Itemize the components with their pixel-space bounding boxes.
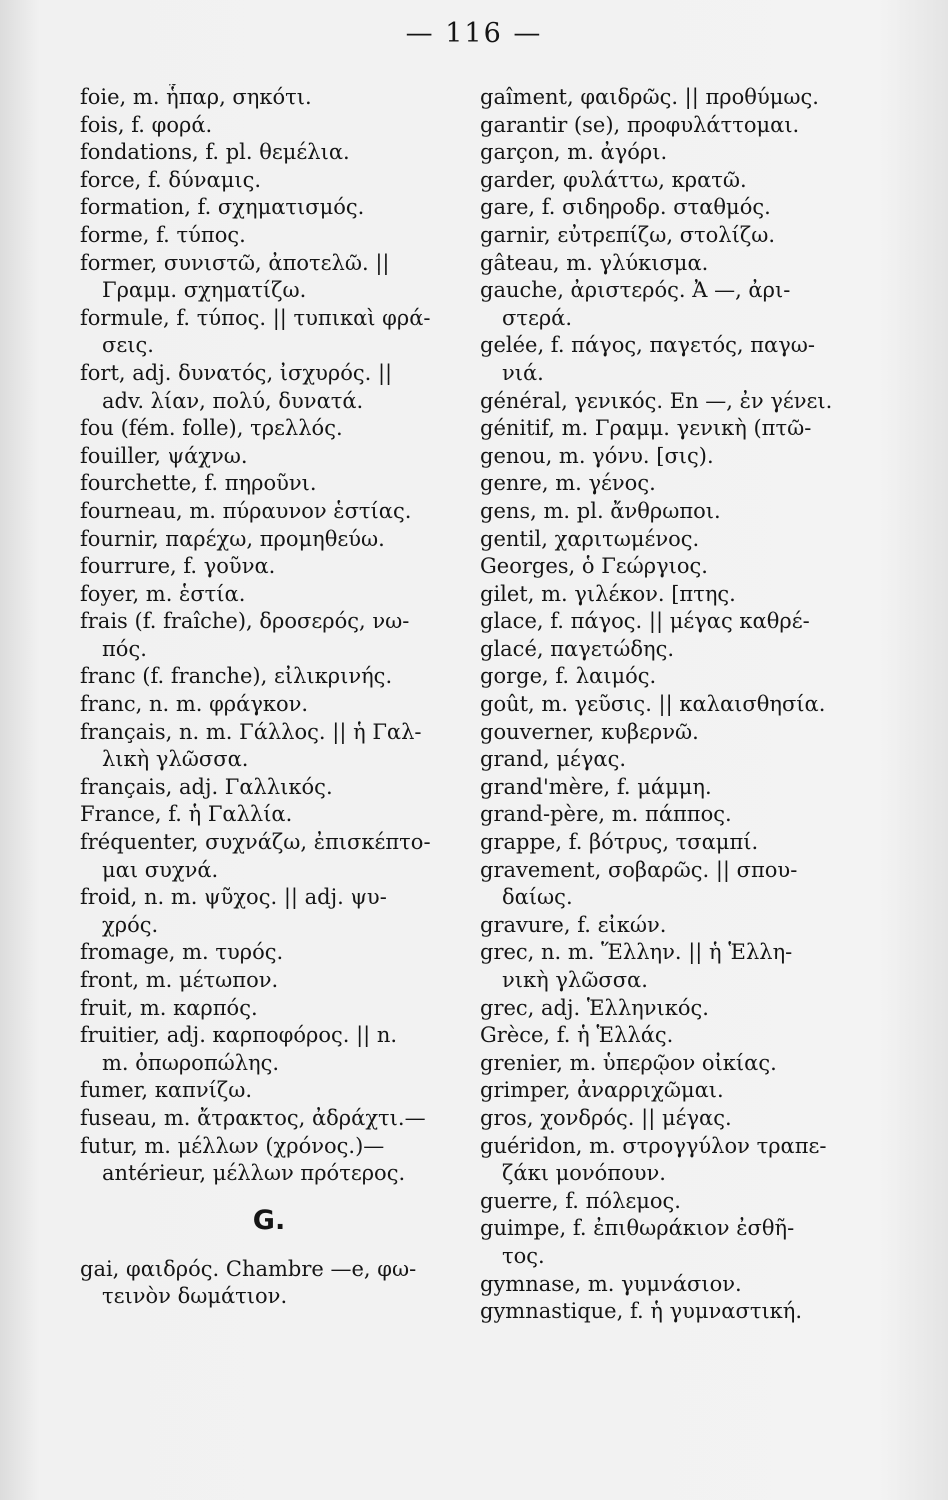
entry-line: former, συνιστῶ, ἀποτελῶ. || [80,250,390,275]
entry-line: gauche, ἀριστερός. Ἀ —, ἀρι- [480,278,791,303]
entry-continuation: σεις. [102,333,154,358]
dictionary-entry [480,608,852,636]
dictionary-entry [480,1188,852,1216]
dictionary-entry [480,746,852,774]
dictionary-entry [80,84,458,112]
entry-line: grand-père, m. πάππος. [480,802,732,827]
entry-continuation: m. ὀπωροπώλης. [102,1050,280,1075]
entry-line: grenier, m. ὑπερῷον οἰκίας. [480,1050,777,1075]
entry-line: frais (f. fraîche), δροσερός, νω- [80,609,410,634]
dictionary-entry [80,774,458,802]
dictionary-entry [80,1256,458,1311]
entry-line: genou, m. γόνυ. [σις). [480,443,714,468]
entry-line: grec, adj. Ἑλληνικός. [480,995,709,1020]
entry-line: garantir (se), προφυλάττομαι. [480,112,800,137]
entry-continuation: δαίως. [502,885,573,910]
dictionary-entry [480,553,852,581]
dictionary-entry [80,498,458,526]
entry-line: gymnase, m. γυμνάσιον. [480,1271,742,1296]
entry-line: guerre, f. πόλεμος. [480,1188,681,1213]
dictionary-entry [480,719,852,747]
entry-line: fuseau, m. ἄτρακτος, ἀδράχτι.— [80,1105,426,1130]
entry-line: français, n. m. Γάλλος. || ἡ Γαλ- [80,719,422,744]
dictionary-entry [480,443,852,471]
right-entries [480,84,852,1326]
entry-line: foie, m. ἧπαρ, σηκότι. [80,85,312,109]
entry-continuation: antérieur, μέλλων πρότερος. [102,1161,406,1186]
entry-continuation: μαι συχνά. [102,857,219,882]
entry-continuation: λικὴ γλῶσσα. [102,747,249,772]
entry-line: garder, φυλάττω, κρατῶ. [480,167,747,192]
right-column [480,84,852,1326]
entry-line: fouiller, ψάχνω. [80,443,248,468]
dictionary-entry [480,801,852,829]
entry-continuation: νιά. [502,360,544,385]
dictionary-entry [80,691,458,719]
entry-line: gros, χονδρός. || μέγας. [480,1105,732,1130]
entry-continuation: νικὴ γλῶσσα. [502,968,648,992]
entry-line: grappe, f. βότρυς, τσαμπί. [480,830,759,855]
dictionary-entry [80,608,458,663]
entry-line: guéridon, m. στρογγύλον τραπε- [480,1133,827,1158]
entry-line: froid, n. m. ψῦχος. || adj. ψυ- [80,885,387,910]
entry-line: Georges, ὁ Γεώργιος. [480,554,708,579]
entry-line: gorge, f. λαιμός. [480,664,657,689]
entry-line: France, f. ἡ Γαλλία. [80,802,293,827]
dictionary-entry [80,305,458,360]
dictionary-entry [80,829,458,884]
dictionary-entry [480,1271,852,1299]
dictionary-entry [480,1050,852,1078]
dictionary-entry [80,139,458,167]
dictionary-entry [480,1105,852,1133]
entry-line: gâteau, m. γλύκισμα. [480,250,709,275]
entry-continuation: ζάκι μονόπουν. [502,1161,666,1186]
left-entries [80,84,458,1188]
entry-line: franc (f. franche), εἰλικρινής. [80,664,393,689]
dictionary-entry [80,1133,458,1188]
dictionary-entry [480,995,852,1023]
dictionary-entry [80,939,458,967]
entry-line: fourrure, f. γοῦνα. [80,554,276,579]
dictionary-entry [480,470,852,498]
entry-continuation: στερά. [502,305,573,330]
dictionary-entry [80,250,458,305]
dictionary-entry [480,857,852,912]
entry-line: fournir, παρέχω, προμηθεύω. [80,526,385,551]
entry-continuation: adv. λίαν, πολύ, δυνατά. [102,388,364,413]
entry-line: fruit, m. καρπός. [80,995,258,1020]
entry-line: gymnastique, f. ἡ γυμναστική. [480,1299,803,1324]
dictionary-entry [480,250,852,278]
dictionary-entry [80,719,458,774]
dictionary-entry [480,526,852,554]
dictionary-entry [80,415,458,443]
entry-line: gilet, m. γιλέκον. [πτης. [480,581,736,606]
dictionary-entry [80,801,458,829]
dictionary-entry [480,774,852,802]
entry-line: fourchette, f. πηροῦνι. [80,471,317,496]
dictionary-entry [80,967,458,995]
entry-line: génitif, m. Γραμμ. γενικὴ (πτῶ- [480,416,812,441]
dictionary-entry [480,829,852,857]
dictionary-entry [480,139,852,167]
dictionary-entry [480,277,852,332]
entry-line: gravement, σοβαρῶς. || σπου- [480,857,798,882]
section-letter-g: G. [252,1204,286,1236]
entry-line: gelée, f. πάγος, παγετός, παγω- [480,333,815,358]
entry-continuation: τος. [502,1243,545,1268]
entry-line: fort, adj. δυνατός, ἰσχυρός. || [80,360,393,385]
dictionary-entry [80,112,458,140]
entry-line: fruitier, adj. καρποφόρος. || n. [80,1023,398,1048]
entry-line: grand, μέγας. [480,747,627,772]
entry-continuation: Γραμμ. σχηματίζω. [102,278,307,303]
dictionary-entry [480,498,852,526]
dictionary-entry [80,1022,458,1077]
entry-line: gravure, f. εἰκών. [480,912,667,937]
dictionary-entry [480,939,852,994]
dictionary-entry [80,1077,458,1105]
dictionary-entry [480,84,852,112]
entry-line: fondations, f. pl. θεμέλια. [80,140,350,165]
entry-line: général, γενικός. En —, ἐν γένει. [480,388,833,413]
entry-line: genre, m. γένος. [480,471,656,496]
dictionary-entry [480,388,852,416]
entry-line: grec, n. m. Ἕλλην. || ἡ Ἑλλη- [480,940,793,965]
entry-line: garnir, εὐτρεπίζω, στολίζω. [480,222,776,247]
entry-line: fois, f. φορά. [80,112,213,137]
dictionary-entry [80,167,458,195]
entry-line: français, adj. Γαλλικός. [80,774,333,799]
entry-line: guimpe, f. ἐπιθωράκιον ἐσθῆ- [480,1216,795,1241]
entry-line: formation, f. σχηματισμός. [80,195,365,220]
entry-line: fromage, m. τυρός. [80,940,284,965]
entry-line: grimper, ἀναρριχῶμαι. [480,1078,724,1103]
dictionary-entry [80,443,458,471]
entry-line: fourneau, m. πύραυνον ἑστίας. [80,498,412,523]
left-entries-after [80,1256,458,1311]
entry-line: fou (fém. folle), τρελλός. [80,416,343,441]
entry-line: foyer, m. ἑστία. [80,581,246,606]
dictionary-entry [480,1022,852,1050]
dictionary-entry [480,415,852,443]
entry-line: Grèce, f. ἡ Ἑλλάς. [480,1023,674,1048]
page-number: — 116 — [405,18,543,49]
dictionary-entry [80,995,458,1023]
entry-line: glacé, παγετώδης. [480,636,675,661]
entry-line: futur, m. μέλλων (χρόνος.)— [80,1133,385,1158]
dictionary-entry [480,1077,852,1105]
entry-line: gens, m. pl. ἄνθρωποι. [480,498,721,523]
dictionary-entry [80,1105,458,1133]
entry-line: garçon, m. ἀγόρι. [480,140,668,165]
entry-line: fréquenter, συχνάζω, ἐπισκέπτο- [80,830,431,855]
dictionary-entry [80,884,458,939]
dictionary-entry [480,332,852,387]
entry-continuation: πός. [102,636,147,661]
entry-line: gare, f. σιδηροδρ. σταθμός. [480,195,771,220]
dictionary-entry [480,194,852,222]
entry-line: goût, m. γεῦσις. || καλαισθησία. [480,692,826,717]
entry-line: gouverner, κυβερνῶ. [480,719,699,744]
dictionary-entry [80,222,458,250]
dictionary-entry [480,912,852,940]
dictionary-entry [480,1215,852,1270]
dictionary-entry [80,470,458,498]
entry-line: fumer, καπνίζω. [80,1078,253,1103]
entry-continuation: τεινὸν δωμάτιον. [102,1284,288,1309]
dictionary-entry [80,360,458,415]
dictionary-entry [480,1133,852,1188]
entry-line: gaîment, φαιδρῶς. || προθύμως. [480,85,819,109]
dictionary-entry [480,663,852,691]
entry-line: front, m. μέτωπον. [80,968,279,992]
entry-line: formule, f. τύπος. || τυπικαὶ φρά- [80,305,431,330]
dictionary-entry [80,663,458,691]
dictionary-entry [80,581,458,609]
dictionary-entry [480,1298,852,1326]
dictionary-entry [480,636,852,664]
entry-line: grand'mère, f. μάμμη. [480,774,712,799]
entry-line: gentil, χαριτωμένος. [480,526,700,551]
dictionary-entry [80,194,458,222]
entry-line: force, f. δύναμις. [80,167,262,192]
dictionary-entry [480,167,852,195]
dictionary-entry [480,112,852,140]
entry-line: glace, f. πάγος. || μέγας καθρέ- [480,609,810,634]
dictionary-entry [480,691,852,719]
entry-line: forme, f. τύπος. [80,222,246,247]
dictionary-entry [80,553,458,581]
entry-line: franc, n. m. φράγκον. [80,692,309,717]
dictionary-entry [480,222,852,250]
left-column [80,84,458,1311]
entry-line: gai, φαιδρός. Chambre —e, φω- [80,1256,417,1281]
dictionary-entry [80,526,458,554]
dictionary-entry [480,581,852,609]
entry-continuation: χρός. [102,912,159,937]
